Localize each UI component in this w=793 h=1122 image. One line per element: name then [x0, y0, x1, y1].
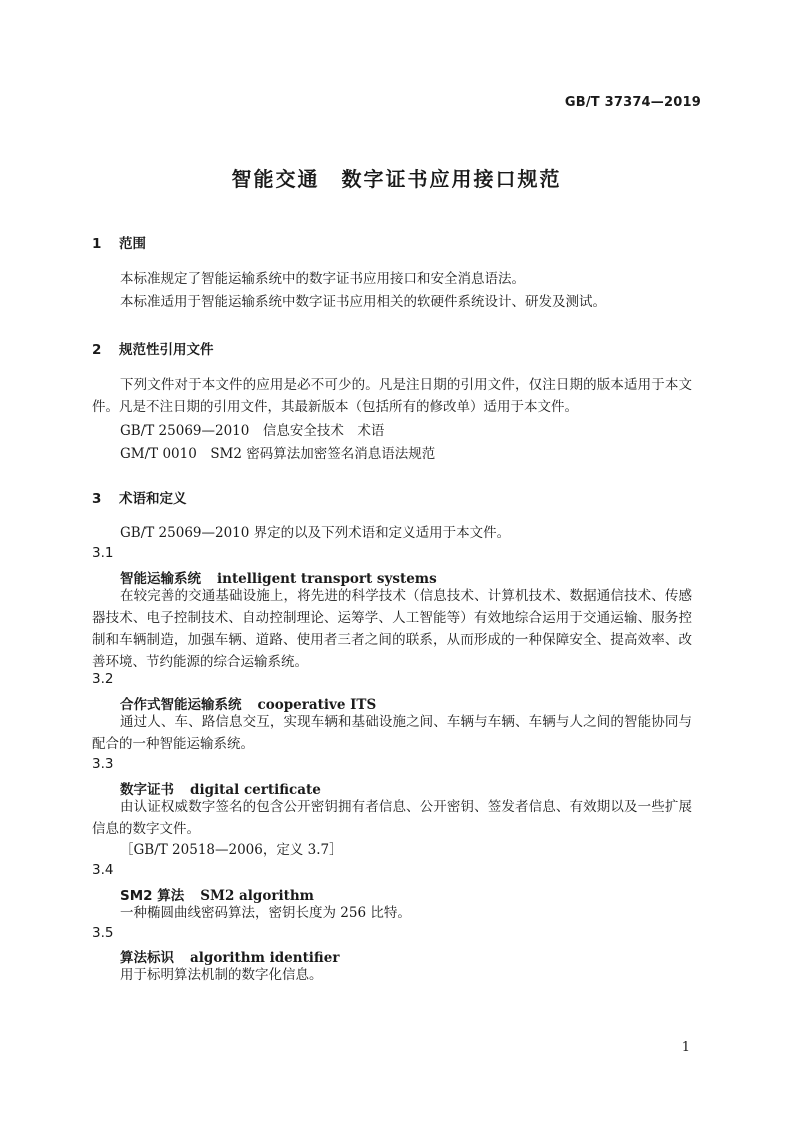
- section-number: 1: [92, 236, 102, 252]
- term-number: 3.3: [92, 756, 114, 772]
- section-number: 3: [92, 491, 102, 507]
- section-title: 规范性引用文件: [119, 342, 214, 358]
- section-1-heading: [92, 232, 146, 252]
- term-en: intelligent transport systems: [217, 571, 437, 587]
- term-definition: 一种椭圆曲线密码算法，密钥长度为 256 比特。: [120, 905, 411, 921]
- section-number: 2: [92, 342, 102, 358]
- section-title: 范围: [119, 236, 146, 252]
- term-definition: 通过人、车、路信息交互，实现车辆和基础设施之间、车辆与车辆、车辆与人之间的智能协同与配合的一种智能运输系统。: [92, 714, 692, 752]
- term-zh: 数字证书: [120, 782, 174, 798]
- term-number: 3.5: [92, 925, 114, 941]
- section-title: 术语和定义: [119, 491, 187, 507]
- reference-title: 信息安全技术 术语: [262, 423, 385, 439]
- term-en: cooperative ITS: [257, 697, 377, 713]
- section-2-heading: [92, 338, 214, 358]
- scope-paragraph-2: 本标准适用于智能运输系统中数字证书应用相关的软硬件系统设计、研发及测试。: [120, 294, 606, 310]
- term-en: digital certificate: [190, 782, 321, 798]
- term-en: SM2 algorithm: [200, 888, 314, 904]
- term-heading: [120, 567, 437, 587]
- reference-entry: [120, 442, 435, 462]
- term-definition: 用于标明算法机制的数字化信息。: [120, 967, 323, 983]
- normative-references-intro: 下列文件对于本文件的应用是必不可少的。凡是注日期的引用文件，仅注日期的版本适用于本文件。凡是不注日期的引用文件，其最新版本（包括所有的修改单）适用于本文件。: [92, 377, 692, 415]
- term-heading: [120, 778, 321, 798]
- term-definition: 由认证权威数字签名的包含公开密钥拥有者信息、公开密钥、签发者信息、有效期以及一些扩展信息的数字文件。: [92, 799, 692, 837]
- page-number: 1: [681, 1040, 690, 1055]
- term-zh: 智能运输系统: [120, 571, 201, 587]
- term-heading: [120, 884, 314, 904]
- term-zh: 合作式智能运输系统: [120, 697, 242, 713]
- document-title: 智能交通 数字证书应用接口规范: [231, 167, 562, 191]
- term-heading: [120, 693, 376, 713]
- term-number: 3.1: [92, 545, 114, 561]
- reference-code: GB/T 25069—2010: [120, 423, 250, 439]
- reference-code: GM/T 0010: [120, 446, 197, 462]
- standard-code: GB/T 37374—2019: [564, 95, 701, 110]
- term-zh: SM2 算法: [120, 888, 185, 904]
- term-definition: 在较完善的交通基础设施上，将先进的科学技术（信息技术、计算机技术、数据通信技术、传感器技术、电子控制技术、自动控制理论、运筹学、人工智能等）有效地综合运用于交通运输、服务控制和车辆制造，加强车辆、道路、使用者三者之间的联系，从而形成的一种保障安全、提高效率、改善环境、节约能源的综合运输系统。: [92, 588, 692, 670]
- reference-title: SM2 密码算法加密签名消息语法规范: [210, 446, 436, 462]
- term-heading: [120, 946, 339, 966]
- term-zh: 算法标识: [120, 950, 174, 966]
- scope-paragraph-1: 本标准规定了智能运输系统中的数字证书应用接口和安全消息语法。: [120, 271, 525, 287]
- reference-entry: [120, 419, 384, 439]
- term-number: 3.4: [92, 862, 114, 878]
- section-3-heading: [92, 487, 187, 507]
- term-en: algorithm identifier: [190, 950, 340, 966]
- terms-intro: GB/T 25069—2010 界定的以及下列术语和定义适用于本文件。: [120, 525, 511, 541]
- term-source: ［GB/T 20518—2006，定义 3.7］: [120, 842, 343, 858]
- term-number: 3.2: [92, 671, 114, 687]
